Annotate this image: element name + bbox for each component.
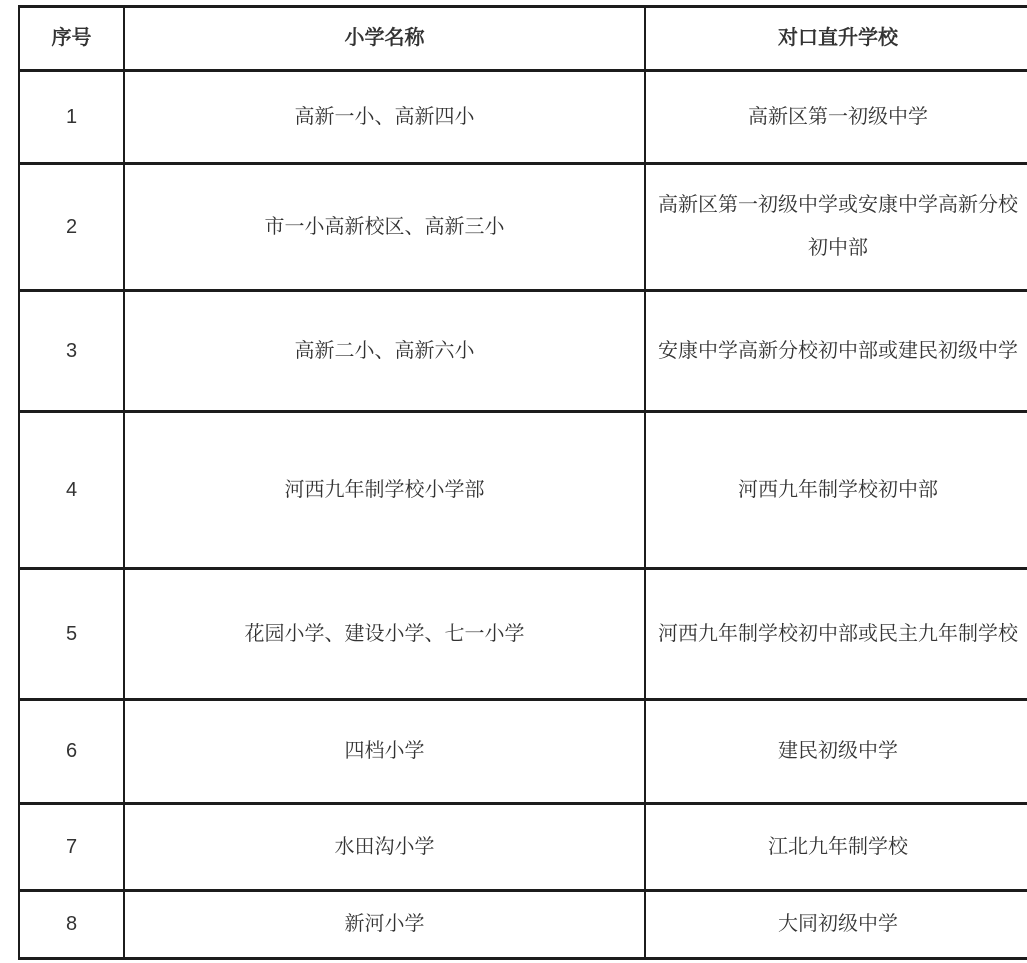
primary-school-cell: 高新二小、高新六小 xyxy=(124,291,645,412)
target-school-cell: 高新区第一初级中学 xyxy=(645,71,1027,164)
table-row xyxy=(19,412,1027,569)
column-header-target-school: 对口直升学校 xyxy=(645,7,1027,71)
table-row xyxy=(19,164,1027,291)
primary-school-cell: 新河小学 xyxy=(124,891,645,959)
row-number-cell: 4 xyxy=(19,412,124,569)
primary-school-cell: 市一小高新校区、高新三小 xyxy=(124,164,645,291)
column-header-index: 序号 xyxy=(19,7,124,71)
target-school-cell: 河西九年制学校初中部 xyxy=(645,412,1027,569)
table-row xyxy=(19,71,1027,164)
table-row xyxy=(19,569,1027,700)
column-header-primary-school: 小学名称 xyxy=(124,7,645,71)
target-school-cell: 大同初级中学 xyxy=(645,891,1027,959)
table-row xyxy=(19,804,1027,891)
table-row xyxy=(19,700,1027,804)
primary-school-cell: 四档小学 xyxy=(124,700,645,804)
row-number-cell: 1 xyxy=(19,71,124,164)
primary-school-cell: 河西九年制学校小学部 xyxy=(124,412,645,569)
row-number-cell: 6 xyxy=(19,700,124,804)
primary-school-cell: 水田沟小学 xyxy=(124,804,645,891)
target-school-cell: 江北九年制学校 xyxy=(645,804,1027,891)
primary-school-cell: 高新一小、高新四小 xyxy=(124,71,645,164)
target-school-cell: 安康中学高新分校初中部或建民初级中学 xyxy=(645,291,1027,412)
row-number-cell: 5 xyxy=(19,569,124,700)
target-school-cell: 高新区第一初级中学或安康中学高新分校初中部 xyxy=(645,164,1027,291)
header-row xyxy=(19,7,1027,71)
row-number-cell: 8 xyxy=(19,891,124,959)
table-row xyxy=(19,891,1027,959)
promotion-table-container xyxy=(18,5,1027,960)
row-number-cell: 3 xyxy=(19,291,124,412)
target-school-cell: 河西九年制学校初中部或民主九年制学校 xyxy=(645,569,1027,700)
row-number-cell: 7 xyxy=(19,804,124,891)
target-school-cell: 建民初级中学 xyxy=(645,700,1027,804)
primary-school-cell: 花园小学、建设小学、七一小学 xyxy=(124,569,645,700)
table-row xyxy=(19,291,1027,412)
school-promotion-table xyxy=(18,5,1027,960)
row-number-cell: 2 xyxy=(19,164,124,291)
